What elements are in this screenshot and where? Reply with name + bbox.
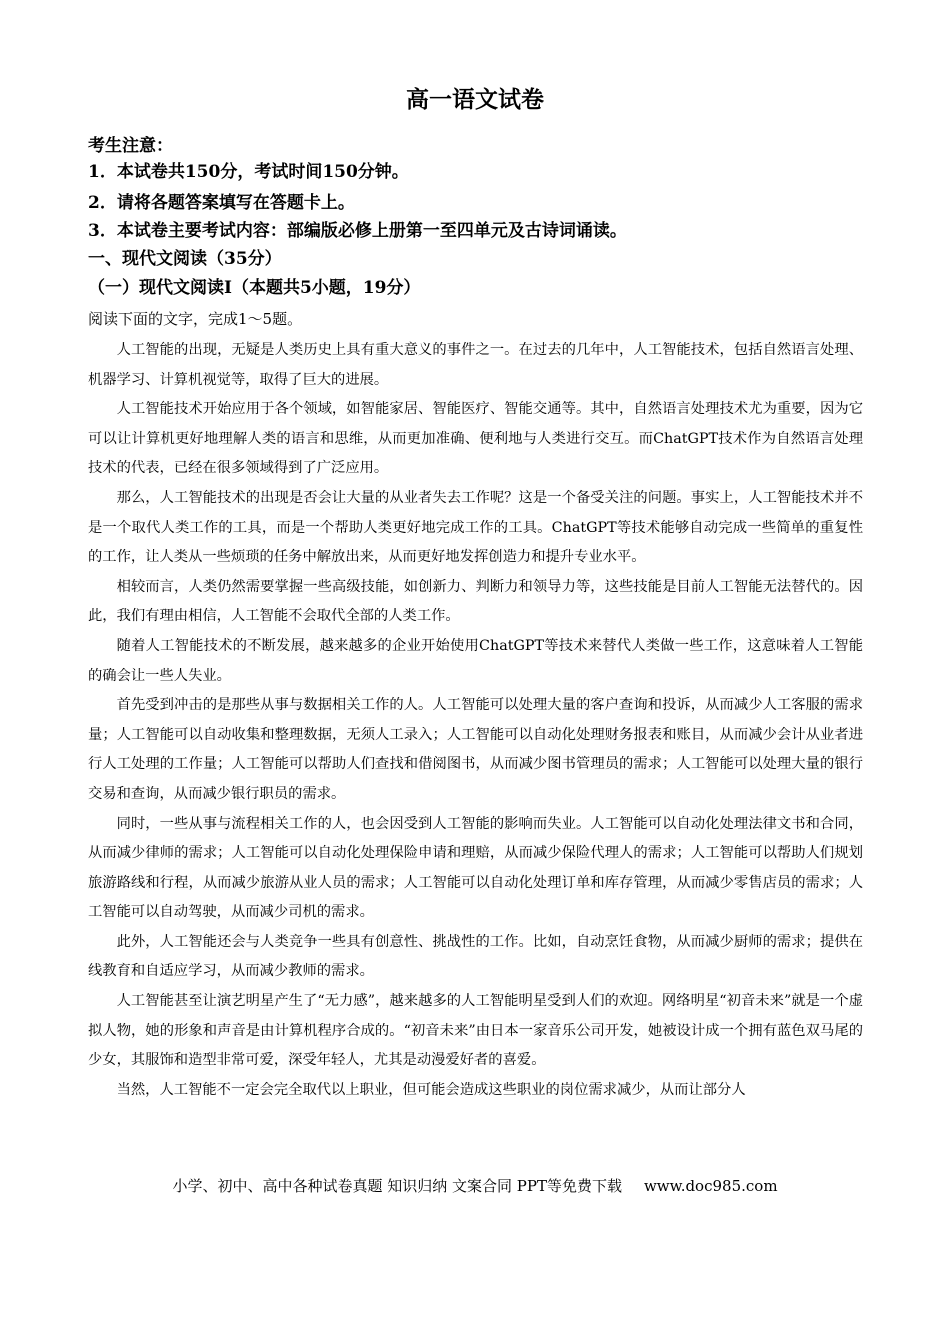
exam-title: 高一语文试卷 [406,86,544,113]
notice-item-1: 1．本试卷共150分，考试时间150分钟。 [88,162,409,182]
passage-paragraph: 那么，人工智能技术的出现是否会让大量的从业者失去工作呢？这是一个备受关注的问题。事实上，人工智能技术并不是一个取代人类工作的工具，而是一个帮助人类更好地完成工作的工具。ChatGPT等技术能够自动完成一些简单的重复性的工作，让人类从一些烦琐的任务中解放出来，从而更好地发挥创造力和提升专业水平。 [88,489,863,566]
passage-paragraph: 人工智能甚至让演艺明星产生了“无力感”，越来越多的人工智能明星受到人们的欢迎。网络明星“初音未来”就是一个虚拟人物，她的形象和声音是由计算机程序合成的。“初音未来”由日本一家音乐公司开发，她被设计成一个拥有蓝色双马尾的少女，其服饰和造型非常可爱，深受年轻人，尤其是动漫爱好者的喜爱。 [88,993,863,1069]
passage-paragraph: 同时，一些从事与流程相关工作的人，也会因受到人工智能的影响而失业。人工智能可以自动化处理法律文书和合同，从而减少律师的需求；人工智能可以自动化处理保险申请和理赔，从而减少保险代理人的需求；人工智能可以帮助人们规划旅游路线和行程，从而减少旅游从业人员的需求；人工智能可以自动化处理订单和库存管理，从而减少零售店员的需求；人工智能可以自动驾驶，从而减少司机的需求。 [88,815,863,921]
page-footer [0,1175,950,1197]
passage-paragraph: 人工智能的出现，无疑是人类历史上具有重大意义的事件之一。在过去的几年中，人工智能技术，包括自然语言处理、机器学习、计算机视觉等，取得了巨大的进展。 [88,342,863,388]
notice-item-3: 3．本试卷主要考试内容：部编版必修上册第一至四单元及古诗词诵读。 [88,221,627,241]
passage-paragraph: 随着人工智能技术的不断发展，越来越多的企业开始使用ChatGPT等技术来替代人类做一些工作，这意味着人工智能的确会让一些人失业。 [88,637,863,684]
reading-instruction: 阅读下面的文字，完成1～5题。 [88,310,303,328]
passage-paragraph: 相较而言，人类仍然需要掌握一些高级技能，如创新力、判断力和领导力等，这些技能是目前人工智能无法替代的。因此，我们有理由相信，人工智能不会取代全部的人类工作。 [88,578,863,625]
notice-item-2: 2．请将各题答案填写在答题卡上。 [88,193,355,213]
passage-paragraph: 人工智能技术开始应用于各个领域，如智能家居、智能医疗、智能交通等。其中，自然语言处理技术尤为重要，因为它可以让计算机更好地理解人类的语言和思维，从而更加准确、便利地与人类进行交互。而ChatGPT技术作为自然语言处理技术的代表，已经在很多领域得到了广泛应用。 [88,401,863,477]
footer-url[interactable]: www.doc985.com [643,1177,778,1195]
subsection-heading: （一）现代文阅读Ⅰ（本题共5小题，19分） [88,278,421,298]
notice-heading: 考生注意： [88,136,173,156]
passage-paragraph: 首先受到冲击的是那些从事与数据相关工作的人。人工智能可以处理大量的客户查询和投诉，从而减少人工客服的需求量；人工智能可以自动收集和整理数据，无须人工录入；人工智能可以自动化处理财务报表和账目，从而减少会计从业者进行人工处理的工作量；人工智能可以帮助人们查找和借阅图书，从而减少图书管理员的需求；人工智能可以处理大量的银行交易和查询，从而减少银行职员的需求。 [88,697,863,802]
passage-paragraph: 此外，人工智能还会与人类竞争一些具有创意性、挑战性的工作。比如，自动烹饪食物，从而减少厨师的需求；提供在线教育和自适应学习，从而减少教师的需求。 [88,933,863,980]
passage-paragraph: 当然，人工智能不一定会完全取代以上职业，但可能会造成这些职业的岗位需求减少，从而让部分人 [116,1081,746,1098]
reading-passage [88,336,863,1105]
footer-text: 小学、初中、高中各种试卷真题 知识归纳 文案合同 PPT等免费下载 [172,1177,622,1195]
section-heading: 一、现代文阅读（35分） [88,249,282,269]
